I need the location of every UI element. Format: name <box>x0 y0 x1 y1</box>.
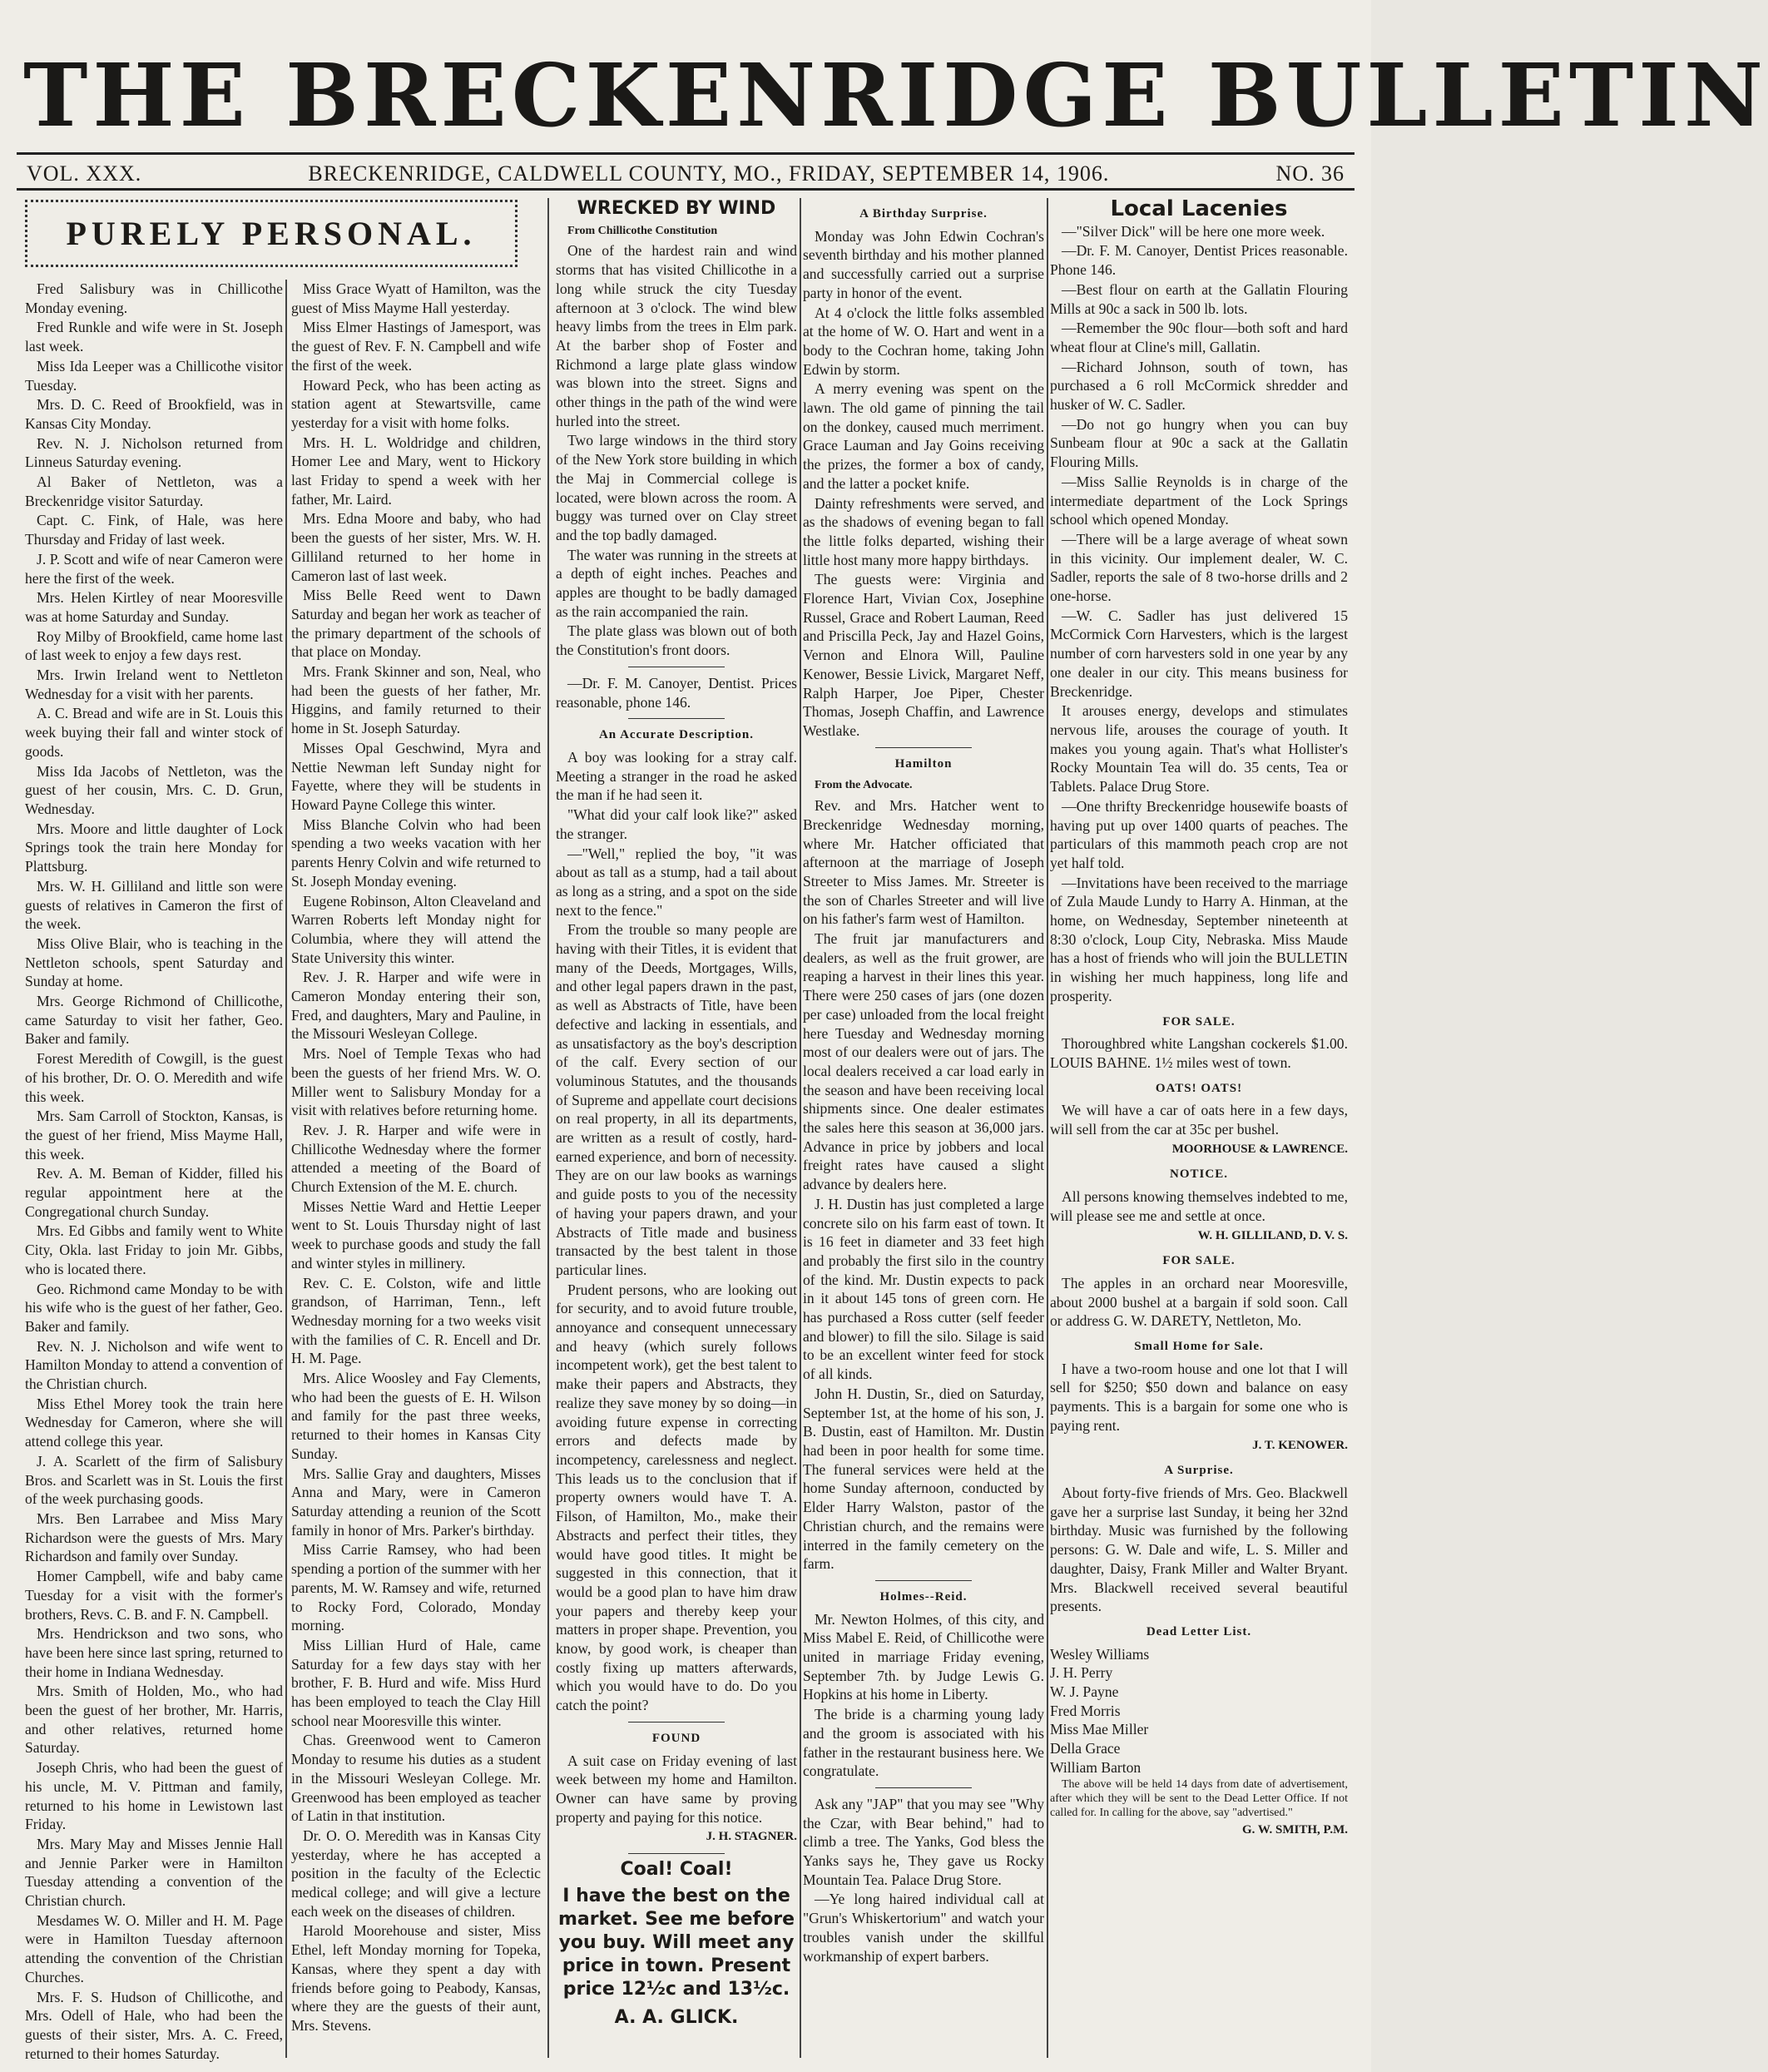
purely-personal-header <box>25 198 541 275</box>
personal-item: Howard Peck, who has been acting as station agent at Stewartsville, came yesterday for a visit with home folks. <box>291 376 541 431</box>
birthday-paragraph: At 4 o'clock the little folks assembled at the home of W. O. Hart and went in a body to the Cochran home, taking John Edwin by storm. <box>803 304 1044 378</box>
personal-item: Mrs. Ben Larrabee and Miss Mary Richardson were the guests of Mrs. Mary Richardson and family over Sunday. <box>25 1510 283 1565</box>
coal-heading: Coal! Coal! <box>620 1859 733 1881</box>
hamilton-source: From the Advocate. <box>815 779 913 792</box>
canoyer-ad: —Dr. F. M. Canoyer, Dentist. Prices reasonable, phone 146. <box>556 674 797 711</box>
column-rule <box>800 198 801 2058</box>
personal-item: Rev. N. J. Nicholson and wife went to Hamilton Monday to attend a convention of the Christian church. <box>25 1337 283 1393</box>
letter-name: J. H. Perry <box>1050 1664 1113 1682</box>
personal-item: Chas. Greenwood went to Cameron Monday to resume his duties as a student in the Missouri Wesleyan College. Mr. Greenwood has been employed as teacher of Latin in that institution. <box>291 1732 541 1825</box>
place-date: BRECKENRIDGE, CALDWELL COUNTY, MO., FRIDAY, SEPTEMBER 14, 1906. <box>308 161 1110 186</box>
personal-item: Mesdames W. O. Miller and H. M. Page were in Hamilton Tuesday afternoon attending the convention of the Christian Churches. <box>25 1911 283 1985</box>
home-heading: Small Home for Sale. <box>1134 1340 1264 1354</box>
personal-item: Geo. Richmond came Monday to be with his wife who is the guest of her father, Geo. Baker and family. <box>25 1280 283 1335</box>
personal-item: Miss Blanche Colvin who had been spending a two weeks vacation with her parents Henry Colvin and wife returned to St. Joseph Monday evening. <box>291 815 541 890</box>
separator <box>875 1580 972 1581</box>
holmes-heading: Holmes--Reid. <box>879 1589 968 1604</box>
accurate-paragraph: Prudent persons, who are looking out for security, and to avoid future trouble, annoyance and consequent unnecessary and heavy (which surely follows incompetent work), get the best talent to make their papers and Abstracts, they realize they save money by so doing—in avoiding future expense in correcting errors and defects made by incompetency, carelessness and neglect. This leads us to the conclusion that if property owners would have T. A. Filson, of Hamilton, Mo., make their Abstracts and perfect their titles, they would have good titles. It might be suggested in this connection, that it would be a good plan to have him draw your papers and thereby keep your matters in proper shape. Prevention, you know, by good work, is cheaper than costly fixing up matters afterwards, which you would have to do. Do you catch the point? <box>556 1281 797 1714</box>
local-item: —Dr. F. M. Canoyer, Dentist Prices reasonable. Phone 146. <box>1050 242 1348 279</box>
letter-name: William Barton <box>1050 1758 1142 1776</box>
volume-label: VOL. XXX. <box>27 161 142 186</box>
local-item: —Invitations have been received to the marriage of Zula Maude Lundy to Harry A. Hinman, at the home, on Wednesday, September nineteenth at 8:30 o'clock, Loup City, Nebraska. Miss Maude has a host of friends who will join the BULLETIN in wishing her much happiness, long life and prosperity. <box>1050 874 1348 1004</box>
column-5 <box>1050 198 1348 2058</box>
sale1-text: Thoroughbred white Langshan cockerels $1.00. LOUIS BAHNE. 1½ miles west of town. <box>1050 1035 1348 1071</box>
personal-item: Fred Runkle and wife were in St. Joseph last week. <box>25 319 283 355</box>
local-item: —There will be a large average of wheat sown in this vicinity. Our implement dealer, W. C. Sadler, reports the sale of 8 two-horse drills and 2 one-horse. <box>1050 530 1348 605</box>
found-heading: FOUND <box>651 1731 701 1745</box>
wrecked-paragraph: The plate glass was blown out of both the Constitution's front doors. <box>556 622 797 659</box>
hamilton-paragraph: Rev. and Mrs. Hatcher went to Breckenridge Wednesday morning, where Mr. Hatcher officiated that afternoon at the marriage of Joseph Streeter to Miss James. Mr. Streeter is the son of Charles Streeter and will live on his father's farm west of Hamilton. <box>803 797 1044 928</box>
dateline <box>17 152 1354 191</box>
column-rule <box>285 280 287 2058</box>
personal-item: Mrs. Alice Woosley and Fay Clements, who had been the guests of E. H. Wilson and family for the past three weeks, returned to their homes in Kansas City Sunday. <box>291 1370 541 1462</box>
personal-item: Mrs. Hendrickson and two sons, who have been here since last spring, returned to their home in Indiana Wednesday. <box>25 1625 283 1680</box>
letters-signature: G. W. SMITH, P.M. <box>1242 1822 1348 1837</box>
personal-item: A. C. Bread and wife are in St. Louis this week buying their fall and winter stock of goods. <box>25 705 283 760</box>
found-signature: J. H. STAGNER. <box>706 1830 797 1844</box>
personal-item: Miss Ida Jacobs of Nettleton, was the guest of her cousin, Mrs. C. D. Grun, Wednesday. <box>25 762 283 817</box>
home-text: I have a two-room house and one lot that I will sell for $250; $50 down and balance on easy payments. This is a bargain for some one who is paying rent. <box>1050 1360 1348 1434</box>
local-item: —Best flour on earth at the Gallatin Flouring Mills at 90c a sack in 500 lb. lots. <box>1050 280 1348 317</box>
local-item: —One thrifty Breckenridge housewife boasts of having put up over 1400 quarts of peaches. The particulars of this mammoth peach crop are not yet half told. <box>1050 797 1348 871</box>
personal-item: Roy Milby of Brookfield, came home last of last week to enjoy a few days rest. <box>25 627 283 664</box>
personal-item: Miss Lillian Hurd of Hale, came Saturday for a few days stay with her brother, F. B. Hurd and wife. Miss Hurd has been employed to teach the Clay Hill school near Mooresville this winter. <box>291 1636 541 1729</box>
personal-item: Mrs. D. C. Reed of Brookfield, was in Kansas City Monday. <box>25 396 283 432</box>
wrecked-paragraph: One of the hardest rain and wind storms that has visited Chillicothe in a long while struck the city Tuesday afternoon at 3 o'clock. The wind blew heavy limbs from the trees in Elm park. At the barber shop of Foster and Richmond a large plate glass window was blown into the street. Signs and other things in the path of the wind were hurled into the street. <box>556 242 797 429</box>
personal-item: Rev. C. E. Colston, wife and little grandson, of Harriman, Tenn., left Wednesday morning for a two weeks visit with the families of C. R. Encell and Dr. H. M. Page. <box>291 1274 541 1367</box>
personal-item: Mrs. Helen Kirtley of near Mooresville was at home Saturday and Sunday. <box>25 589 283 625</box>
hamilton-body <box>803 796 1044 1574</box>
barber-text: —Ye long haired individual call at "Grun's Whiskertorium" and watch your troubles vanish under the skillful workmanship of expert barbers. <box>803 1891 1044 1965</box>
jap-text: Ask any "JAP" that you may see "Why the Czar, with Bear behind," had to climb a tree. The Yanks, God bless the Yanks says he, They gave us Rocky Mountain Tea. Palace Drug Store. <box>803 1795 1044 1888</box>
sale2-heading: FOR SALE. <box>1162 1254 1236 1268</box>
personal-item: Harold Moorehouse and sister, Miss Ethel, left Monday morning for Topeka, Kansas, where they spent a day with friends before going to Peabody, Kansas, where they are the guests of their aunt, Mrs. Stevens. <box>291 1922 541 2034</box>
oats-text: We will have a car of oats here in a few days, will sell from the car at 35c per bushel. <box>1050 1102 1348 1138</box>
personal-item: Mrs. Frank Skinner and son, Neal, who had been the guests of her father, Mr. Higgins, and family returned to their home in St. Joseph Saturday. <box>291 663 541 737</box>
holmes-body <box>803 1610 1044 1781</box>
personal-item: Mrs. Noel of Temple Texas who had been the guests of her friend Mrs. W. O. Miller went to Salisbury Monday for a visit with relatives before returning home. <box>291 1045 541 1119</box>
personal-item: Mrs. W. H. Gilliland and little son were guests of relatives in Cameron the first of the week. <box>25 877 283 933</box>
local-item: —Do not go hungry when you can buy Sunbeam flour at 90c a sack at the Gallatin Flouring Mills. <box>1050 415 1348 471</box>
personal-item: Joseph Chris, who had been the guest of his uncle, M. V. Pittman and family, returned to his home in Lewistown last Friday. <box>25 1759 283 1833</box>
column-rule <box>547 198 549 2058</box>
local-item: —Richard Johnson, south of town, has purchased a 6 roll McCormick shredder and husker of W. C. Sadler. <box>1050 358 1348 414</box>
coal-signature: A. A. GLICK. <box>614 2006 739 2028</box>
personal-item: Mrs. H. L. Woldridge and children, Homer Lee and Mary, went to Hickory last Friday to spend a week with her father, Mr. Laird. <box>291 434 541 508</box>
accurate-body <box>556 748 797 1715</box>
personal-item: Forest Meredith of Cowgill, is the guest of his brother, Dr. O. O. Meredith and wife this week. <box>25 1050 283 1105</box>
personal-item: Homer Campbell, wife and baby came Tuesday for a visit with the former's brothers, Revs. C. B. and F. N. Campbell. <box>25 1568 283 1623</box>
wrecked-paragraph: The water was running in the streets at a depth of eight inches. Peaches and apples are thought to be badly damaged as the rain accompanied the rain. <box>556 546 797 620</box>
birthday-paragraph: Monday was John Edwin Cochran's seventh birthday and his mother planned and successfully carried out a surprise party in honor of the event. <box>803 227 1044 301</box>
column-rule <box>1047 198 1048 2058</box>
personal-item: Mrs. Sallie Gray and daughters, Misses Anna and Mary, were in Cameron Saturday attending a reunion of the Scott family in honor of Mrs. Parker's birthday. <box>291 1465 541 1539</box>
separator <box>628 1722 725 1723</box>
oats-signature: MOORHOUSE & LAWRENCE. <box>1171 1142 1348 1156</box>
personal-item: Miss Grace Wyatt of Hamilton, was the guest of Miss Mayme Hall yesterday. <box>291 280 541 316</box>
letter-name: W. J. Payne <box>1050 1683 1119 1701</box>
holmes-paragraph: The bride is a charming young lady and the groom is associated with his father in the restaurant business here. We congratulate. <box>803 1706 1044 1780</box>
local-item: —Miss Sallie Reynolds is in charge of the intermediate department of the Lock Springs school which opened Monday. <box>1050 473 1348 528</box>
birthday-body <box>803 227 1044 741</box>
sale2-text: The apples in an orchard near Mooresville, about 2000 bushel at a bargain if sold soon. Call or address G. W. DARETY, Nettleton, Mo. <box>1050 1274 1348 1330</box>
personal-item: Miss Belle Reed went to Dawn Saturday and began her work as teacher of the primary department of the schools of that place on Monday. <box>291 587 541 661</box>
local-item: —W. C. Sadler has just delivered 15 McCormick Corn Harvesters, which is the largest number of corn harvesters sold in one year by any one dealer in our city. This means business for Breckenridge. <box>1050 607 1348 700</box>
birthday-paragraph: A merry evening was spent on the lawn. The old game of pinning the tail on the donkey, caused much merriment. Grace Lauman and Jay Goins receiving the prizes, the former a box of candy, and the latter a pocket knife. <box>803 380 1044 492</box>
hamilton-paragraph: J. H. Dustin has just completed a large concrete silo on his farm east of town. It is 16 feet in diameter and 33 feet high and probably the first silo in the country of the kind. Mr. Dustin expects to pack in it about 145 tons of green corn. He has purchased a Ross cutter (self feeder and blower) to fill the silo. Silage is said to be an excellent winter feed for stock of all kinds. <box>803 1195 1044 1383</box>
letter-name: Della Grace <box>1050 1740 1121 1757</box>
coal-text: I have the best on the market. See me before you buy. Will meet any price in town. Present price 12½c and 13½c. <box>557 1885 795 2000</box>
wrecked-paragraph: Two large windows in the third story of the New York store building in which the Maj in Commercial college is located, were blown across the room. A buggy was turned over on Clay street and the top badly damaged. <box>556 432 797 543</box>
personal-item: Miss Ethel Morey took the train here Wednesday for Cameron, where she will attend college this year. <box>25 1395 283 1450</box>
personal-item: Rev. J. R. Harper and wife were in Cameron Monday entering their son, Fred, and daughters, Mary and Pauline, in the Missouri Wesleyan College. <box>291 969 541 1043</box>
local-items <box>1050 222 1348 1006</box>
personal-item: Mrs. Moore and little daughter of Lock Springs took the train here Monday for Plattsburg. <box>25 820 283 875</box>
personal-item: Mrs. Mary May and Misses Jennie Hall and Jennie Parker were in Hamilton Tuesday attending a convention of the Christian church. <box>25 1835 283 1910</box>
surprise-text: About forty-five friends of Mrs. Geo. Blackwell gave her a surprise last Sunday, it being her 32nd birthday. Music was furnished by the following persons: G. W. Dale and wife, L. S. Miller and daughter, Daisy, Frank Miller and Walter Bryant. Mrs. Blackwell received several beautiful presents. <box>1050 1485 1348 1615</box>
personal-item: Mrs. George Richmond of Chillicothe, came Saturday to visit her father, Geo. Baker and family. <box>25 993 283 1048</box>
personal-item: Rev. J. R. Harper and wife were in Chillicothe Wednesday where the former attended a meeting of the Board of Church Extension of the M. E. church. <box>291 1121 541 1196</box>
wrecked-body <box>556 241 797 659</box>
hamilton-paragraph: John H. Dustin, Sr., died on Saturday, September 1st, at the home of his son, J. B. Dustin, east of Hamilton. Mr. Dustin had been in poor health for some time. The funeral services were held at the home Sunday afternoon, conducted by Elder Harry Walston, pastor of the Christian church, and the remains were interred in the family cemetery on the farm. <box>803 1385 1044 1573</box>
personal-item: J. A. Scarlett of the firm of Salisbury Bros. and Scarlett was in St. Louis the first of the week purchasing goods. <box>25 1452 283 1508</box>
letter-name: Wesley Williams <box>1050 1645 1150 1663</box>
masthead-title: THE BRECKENRIDGE BULLETIN <box>23 44 1768 146</box>
accurate-paragraph: "What did your calf look like?" asked the stranger. <box>556 806 797 842</box>
personal-item: Misses Opal Geschwind, Myra and Nettie Newman left Sunday night for Fayette, where they will be students in Howard Payne College this winter. <box>291 739 541 813</box>
personal-item: Mrs. Ed Gibbs and family went to White City, Okla. last Friday to join Mr. Gibbs, who is located there. <box>25 1222 283 1277</box>
local-item: —"Silver Dick" will be here one more week. <box>1062 222 1325 240</box>
personal-item: Mrs. Irwin Ireland went to Nettleton Wednesday for a visit with her parents. <box>25 667 283 702</box>
personal-item: Mrs. Edna Moore and baby, who had been the guests of her sister, Mrs. W. H. Gilliland returned to her home in Cameron last of last week. <box>291 510 541 584</box>
separator <box>875 1787 972 1788</box>
personal-item: Miss Ida Leeper was a Chillicothe visitor Tuesday. <box>25 357 283 394</box>
birthday-paragraph: The guests were: Virginia and Florence Hart, Vivian Cox, Josephine Russel, Grace and Robert Lauman, Reed and Priscilla Peck, Jay and Hazel Goins, Vernon and Elnora Will, Pauline Kenower, Bessie Livick, Margaret Neff, Ralph Harper, Joe Piper, Chester Thomas, Joseph Chaffin, and Lawrence Westlake. <box>803 571 1044 739</box>
personal-item: Mrs. Sam Carroll of Stockton, Kansas, is the guest of her friend, Miss Mayme Hall, this week. <box>25 1108 283 1162</box>
personal-item: Miss Olive Blair, who is teaching in the Nettleton schools, spent Saturday and Sunday at home. <box>25 934 283 990</box>
sale1-heading: FOR SALE. <box>1162 1014 1236 1029</box>
accurate-heading: An Accurate Description. <box>598 728 755 742</box>
purely-personal-heading: PURELY PERSONAL. <box>25 200 518 267</box>
personal-item: Al Baker of Nettleton, was a Breckenridge visitor Saturday. <box>25 473 283 509</box>
issue-number: NO. 36 <box>1275 161 1345 186</box>
found-text: A suit case on Friday evening of last week between my home and Hamilton. Owner can have same by proving property and paying for this notice. <box>556 1752 797 1826</box>
letters-heading: Dead Letter List. <box>1146 1624 1252 1638</box>
oats-heading: OATS! OATS! <box>1155 1081 1243 1095</box>
column-personal-1 <box>25 280 283 2062</box>
separator <box>628 718 725 719</box>
letters-list <box>1050 1645 1348 1777</box>
column-4 <box>803 198 1044 2058</box>
column-3 <box>556 198 797 2058</box>
personal-item: Fred Salisbury was in Chillicothe Monday evening. <box>25 280 283 316</box>
accurate-paragraph: —"Well," replied the boy, "it was about as tall as a stump, had a tail about as long as a string, and a spot on the side next to the fence." <box>556 845 797 919</box>
personal-item: Mrs. F. S. Hudson of Chillicothe, and Mrs. Odell of Hale, who had been the guests of their sister, Mrs. A. C. Freed, returned to their homes Saturday. <box>25 1988 283 2062</box>
personal-item: Miss Carrie Ramsey, who had been spending a portion of the summer with her parents, M. W. Ramsey and wife, returned to Rocky Ford, Colorado, Monday morning. <box>291 1541 541 1634</box>
letter-name: Fred Morris <box>1050 1702 1121 1719</box>
hamilton-heading: Hamilton <box>894 756 953 771</box>
personal-item: Eugene Robinson, Alton Cleaveland and Warren Roberts left Monday night for Columbia, where they will attend the State University this winter. <box>291 892 541 966</box>
separator <box>875 747 972 748</box>
birthday-paragraph: Dainty refreshments were served, and as the shadows of evening began to fall the little folks departed, wishing their little host many more happy birthdays. <box>803 494 1044 568</box>
wrecked-source: From Chillicothe Constitution <box>567 224 718 237</box>
personal-item: J. P. Scott and wife of near Cameron were here the first of the week. <box>25 550 283 587</box>
personal-item: Misses Nettie Ward and Hettie Leeper went to St. Louis Thursday night of last week to purchase goods and study the fall and winter styles in millinery. <box>291 1197 541 1271</box>
accurate-paragraph: A boy was looking for a stray calf. Meeting a stranger in the road he asked the man if he had seen it. <box>556 748 797 804</box>
personal-item: Capt. C. Fink, of Hale, was here Thursday and Friday of last week. <box>25 512 283 548</box>
letter-name: Miss Mae Miller <box>1050 1721 1149 1738</box>
column-personal-2 <box>291 280 541 2058</box>
surprise-heading: A Surprise. <box>1164 1464 1234 1478</box>
holmes-paragraph: Mr. Newton Holmes, of this city, and Miss Mabel E. Reid, of Chillicothe were united in marriage Friday evening, September 7th. by Judge Lewis G. Hopkins at his home in Liberty. <box>803 1610 1044 1703</box>
separator <box>628 1853 725 1854</box>
wrecked-heading: WRECKED BY WIND <box>577 198 776 219</box>
birthday-heading: A Birthday Surprise. <box>859 207 988 221</box>
personal-item: Mrs. Smith of Holden, Mo., who had been the guest of her brother, Mr. Harris, and other relatives, returned home Saturday. <box>25 1683 283 1757</box>
notice-text: All persons knowing themselves indebted to me, will please see me and settle at once. <box>1050 1188 1348 1224</box>
local-item: —Remember the 90c flour—both soft and hard wheat flour at Cline's mill, Gallatin. <box>1050 320 1348 355</box>
personal-item: Miss Elmer Hastings of Jamesport, was the guest of Rev. F. N. Campbell and wife the first of the week. <box>291 319 541 374</box>
accurate-paragraph: From the trouble so many people are having with their Titles, it is evident that many of the Deeds, Mortgages, Wills, and other legal papers drawn in the past, as well as Abstracts of Title, have been defective and lacking in essentials, and as unsatisfactory as the boy's description of the calf. Every section of our voluminous Statutes, and the thousands of Supreme and appellate court decisions on real property, in all its departments, are written as a result of costly, hard-earned experience, and born of necessity. They are on our law books as warnings and guide posts to you of the necessity of having your papers drawn, and your Abstracts of Title made and business transacted by the best talent in those particular lines. <box>556 921 797 1278</box>
personal-item: Rev. A. M. Beman of Kidder, filled his regular appointment here at the Congregational church Sunday. <box>25 1165 283 1220</box>
hamilton-paragraph: The fruit jar manufacturers and dealers, as well as the fruit grower, are reaping a harvest in their lines this year. There were 250 cases of jars (one dozen per case) unloaded from the local freight here Tuesday and Wednesday morning most of our dealers were out of jars. The local dealers received a car load early in the season and have been receiving local shipments since. One dealer estimates the sales here this season at 36,000 jars. Advance in price by jobbers and local freight rates have caused a slight advance by dealers here. <box>803 930 1044 1193</box>
letters-note: The above will be held 14 days from date of advertisement, after which they will be sent to the Dead Letter Office. If not called for. In calling for the above, say "advertised." <box>1050 1777 1348 1819</box>
personal-item: Dr. O. O. Meredith was in Kansas City yesterday, where he has accepted a position in the faculty of the Eclectic medical college; and will give a lecture each week on the diseases of children. <box>291 1827 541 1920</box>
home-signature: J. T. KENOWER. <box>1252 1438 1348 1452</box>
notice-signature: W. H. GILLILAND, D. V. S. <box>1197 1228 1348 1242</box>
local-heading: Local Lacenies <box>1110 196 1288 221</box>
personal-item: Rev. N. J. Nicholson returned from Linneus Saturday evening. <box>25 434 283 471</box>
notice-heading: NOTICE. <box>1170 1167 1228 1182</box>
local-item: It arouses energy, develops and stimulates nervous life, arouses the courage of youth. It makes you young again. That's what Hollister's Rocky Mountain Tea will do. 35 cents, Tea or Tablets. Palace Drug Store. <box>1050 702 1348 796</box>
